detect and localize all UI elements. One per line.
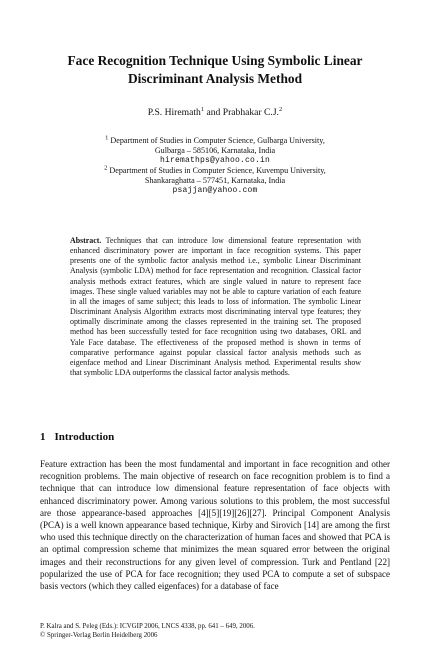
affiliation-department: Department of Studies in Computer Science, Kuvempu University, xyxy=(107,166,326,176)
affiliation-email: hiremathps@yahoo.co.in xyxy=(159,156,271,166)
section-heading xyxy=(40,430,340,444)
affiliation-address: Shankaraghatta – 577451, Karnataka, India xyxy=(144,176,286,186)
section-number: 1 xyxy=(40,431,46,443)
introduction-paragraph: Feature extraction has been the most fundamental and important in face recognition and other recognition problems. The main objective of research on face recognition problem is to find a technique that can introduce low dimensional feature representation of face objects with enhanced discriminatory power. Among various solutions to this problem, the most successful are those appearance-based approaches [4][5][19][26][27]. Principal Component Analysis (PCA) is a well known appearance based technique, Kirby and Sirovich [14] are among the first who used this technique directly on the characterization of human faces and showed that PCA is an optimal compression scheme that minimizes the mean squared error between the original images and their reconstructions for any given level of compression. Turk and Pentland [22] popularized the use of PCA for face recognition; they used PCA to compute a set of subspace basis vectors (which they called eigenfaces) for a database of face xyxy=(40,459,390,592)
affiliation-block xyxy=(40,136,390,197)
author-list xyxy=(40,107,390,119)
affiliation-mark: 2 xyxy=(104,164,108,172)
affiliation-mark: 1 xyxy=(105,134,109,142)
author-name: P.S. Hiremath xyxy=(147,107,201,118)
abstract-text: Techniques that can introduce low dimensional feature representation with enhanced discriminatory power are important in face recognition systems. This paper presents one of the symbolic factor analysis method i.e., symbolic Linear Discriminant Analysis (symbolic LDA) method for face representation and recognition. Classical factor analysis methods extract features, which are single valued in nature to represent face images. These single valued variables may not be able to capture variation of each feature in all the images of same subject; this leads to loss of information. The symbolic Linear Discriminant Analysis Algorithm extracts most discriminating interval type features; they optimally discriminate among the classes represented in the training set. The proposed method has been successfully tested for face recognition using two databases, ORL and Yale Face database. The effectiveness of the proposed method is shown in terms of comparative performance against popular classical factor analysis methods such as eigenface method and Linear Discriminant Analysis method. Experimental results show that symbolic LDA outperforms the classical factor analysis methods. xyxy=(70,236,361,378)
affiliation-email: psajjan@yahoo.com xyxy=(172,186,258,196)
paper-title-line-1: Face Recognition Technique Using Symbolic Linear xyxy=(67,53,363,68)
affiliation-department: Department of Studies in Computer Science, Gulbarga University, xyxy=(108,136,325,145)
abstract xyxy=(70,236,361,378)
affiliation-address: Gulbarga – 585106, Karnataka, India xyxy=(154,146,276,156)
paper-title xyxy=(40,52,390,88)
affiliation-line xyxy=(40,166,390,176)
footer-citation: P. Kalra and S. Peleg (Eds.): ICVGIP 2006, LNCS 4338, pp. 641 – 649, 2006. xyxy=(40,623,255,630)
author-affiliation-mark: 2 xyxy=(278,105,283,113)
page-footer xyxy=(40,623,390,640)
author-affiliation-mark: 1 xyxy=(200,105,205,113)
paper-title-line-2: Discriminant Analysis Method xyxy=(127,71,303,86)
abstract-label: Abstract. xyxy=(70,236,102,245)
section-title: Introduction xyxy=(54,431,115,443)
footer-copyright: © Springer-Verlag Berlin Heidelberg 2006 xyxy=(40,631,158,639)
affiliation-entry xyxy=(40,136,390,166)
author-name: Prabhakar C.J. xyxy=(222,107,279,118)
author-separator: and xyxy=(204,107,223,118)
affiliation-entry xyxy=(40,166,390,196)
affiliation-line xyxy=(40,136,390,146)
